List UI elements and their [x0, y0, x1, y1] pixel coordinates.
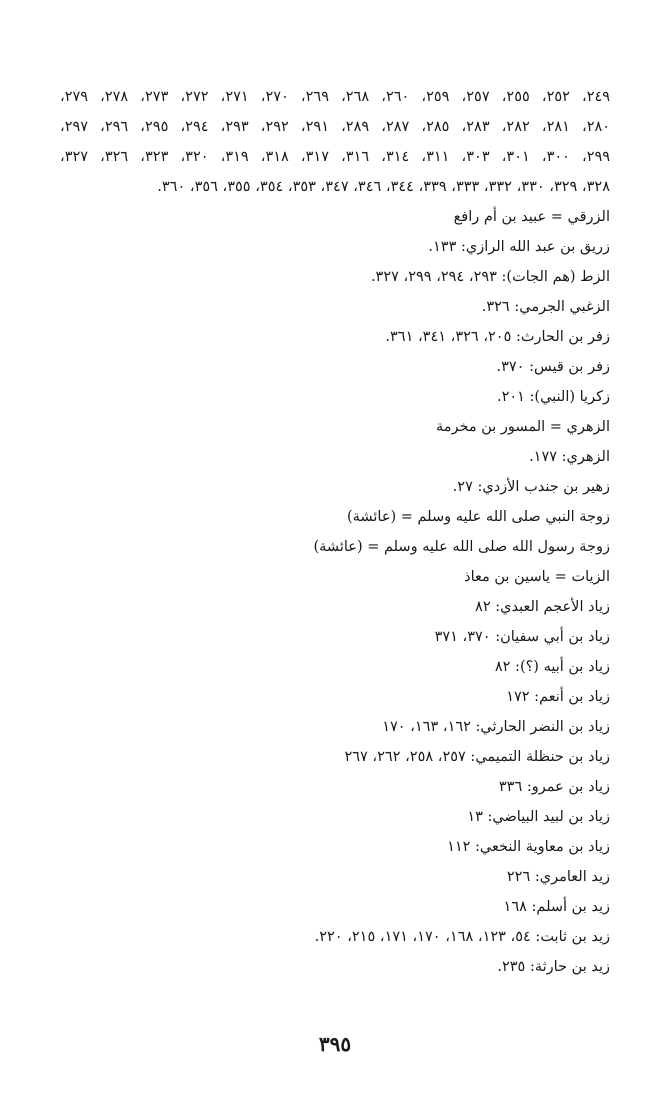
index-entry: زياد بن أنعم: ١٧٢ [506, 689, 610, 705]
index-entry: زياد بن أبي سفيان: ٣٧٠، ٣٧١ [434, 629, 610, 645]
index-entry: زهير بن جندب الأزدي: ٢٧. [452, 479, 610, 495]
index-entry: زياد بن لبيد البياضي: ١٣ [467, 809, 610, 825]
index-entry: زيد بن أسلم: ١٦٨ [503, 899, 610, 915]
index-entry: الزيات = ياسين بن معاذ [464, 569, 610, 585]
index-entry: زريق بن عبد الله الرازي: ١٣٣. [428, 239, 610, 255]
index-entry: الزغبي الجرمي: ٣٢٦. [481, 299, 610, 315]
index-entry: زياد بن النضر الحارثي: ١٦٢، ١٦٣، ١٧٠ [382, 719, 610, 735]
index-entry: زياد بن أبيه (؟): ٨٢ [494, 659, 610, 675]
index-entry: زفر بن الحارث: ٢٠٥، ٣٢٦، ٣٤١، ٣٦١. [385, 329, 610, 345]
index-entry: زفر بن قيس: ٣٧٠. [496, 359, 610, 375]
page-number: ٣٩٥ [318, 1032, 352, 1056]
page-reference-line: ٣٢٨، ٣٢٩، ٣٣٠، ٣٣٢، ٣٣٣، ٣٣٩، ٣٤٤، ٣٤٦، ٣٤٧، ٣٥٣، ٣٥٤، ٣٥٥، ٣٥٦، ٣٦٠. [157, 179, 610, 195]
index-entry: زياد بن عمرو: ٣٣٦ [498, 779, 610, 795]
index-entry: زياد بن حنظلة التميمي: ٢٥٧، ٢٥٨، ٢٦٢، ٢٦٧ [344, 749, 610, 765]
index-entry: زيد العامري: ٢٢٦ [506, 869, 610, 885]
index-entry: زيد بن حارثة: ٢٣٥. [497, 959, 610, 975]
index-entry: زياد بن معاوية النخعي: ١١٢ [447, 839, 610, 855]
index-entry: الزط (هم الجات): ٢٩٣، ٢٩٤، ٢٩٩، ٣٢٧. [370, 269, 610, 285]
page-reference-line: ٢٨٠، ٢٨١، ٢٨٢، ٢٨٣، ٢٨٥، ٢٨٧، ٢٨٩، ٢٩١، ٢٩٢، ٢٩٣، ٢٩٤، ٢٩٥، ٢٩٦، ٢٩٧، [60, 119, 611, 135]
index-entry: زوجة رسول الله صلى الله عليه وسلم = (عائشة) [313, 539, 610, 555]
index-entry: زوجة النبي صلى الله عليه وسلم = (عائشة) [347, 509, 610, 525]
index-entry: الزرقي = عبيد بن أم رافع [453, 209, 610, 225]
page-reference-line: ٢٤٩، ٢٥٢، ٢٥٥، ٢٥٧، ٢٥٩، ٢٦٠، ٢٦٨، ٢٦٩، ٢٧٠، ٢٧١، ٢٧٢، ٢٧٣، ٢٧٨، ٢٧٩، [60, 89, 611, 105]
index-entry: زيد بن ثابت: ٥٤، ١٢٣، ١٦٨، ١٧٠، ١٧١، ٢١٥، ٢٢٠. [314, 929, 610, 945]
index-entry: الزهري: ١٧٧. [529, 449, 610, 465]
index-entry: زكريا (النبي): ٢٠١. [496, 389, 610, 405]
page-reference-line: ٢٩٩، ٣٠٠، ٣٠١، ٣٠٣، ٣١١، ٣١٤، ٣١٦، ٣١٧، ٣١٨، ٣١٩، ٣٢٠، ٣٢٣، ٣٢٦، ٣٢٧، [60, 149, 611, 165]
index-entry: الزهري = المسور بن مخرمة [435, 419, 610, 435]
index-entry: زياد الأعجم العبدي: ٨٢ [475, 599, 610, 615]
index-page-body [60, 82, 610, 982]
